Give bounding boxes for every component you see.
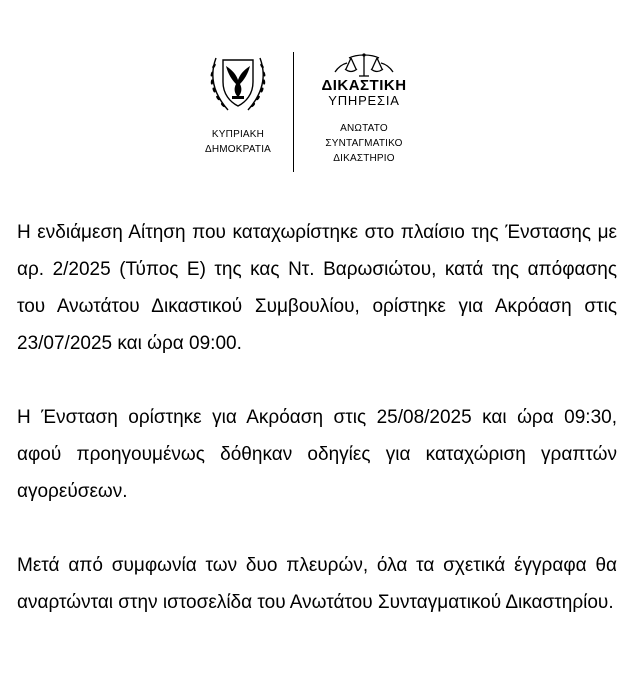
- document-header: [0, 0, 628, 190]
- court-logo-subtitle: ΥΠΗΡΕΣΙΑ: [328, 93, 400, 108]
- paragraph-hearing-date: Η Ένσταση ορίστηκε για Ακρόαση στις 25/08/2025 και ώρα 09:30, αφού προηγουμένως δόθηκαν οδηγίες για καταχώριση γραπτών αγορεύσεων.: [17, 407, 617, 502]
- header-divider: [293, 52, 294, 172]
- announcement-body: [17, 214, 617, 621]
- court-logo-title: ΔΙΚΑΣΤΙΚΗ: [321, 77, 407, 94]
- republic-block: [196, 52, 280, 157]
- republic-caption-line2: ΔΗΜΟΚΡΑΤΙΑ: [204, 144, 272, 155]
- paragraph-documents-notice: Μετά από συμφωνία των δυο πλευρών, όλα τα σχετικά έγγραφα θα αναρτώνται στην ιστοσελίδα του Ανωτάτου Συνταγματικού Δικαστηρίου.: [17, 555, 617, 613]
- court-block: [312, 52, 416, 166]
- court-caption-line2: ΣΥΝΤΑΓΜΑΤΙΚΟ: [325, 138, 403, 149]
- court-caption-line1: ΑΝΩΤΑΤΟ: [340, 123, 388, 134]
- court-caption: [312, 121, 416, 166]
- republic-caption: [196, 127, 280, 157]
- cyprus-coat-of-arms-icon: [206, 52, 270, 116]
- republic-caption-line1: ΚΥΠΡΙΑΚΗ: [211, 129, 265, 140]
- paragraph-interim-application: Η ενδιάμεση Αίτηση που καταχωρίστηκε στο πλαίσιο της Ένστασης με αρ. 2/2025 (Τύπος Ε) της κας Ντ. Βαρωσιώτου, κατά της απόφασης του Ανωτάτου Δικαστικού Συμβουλίου, ορίστηκε για Ακρόαση στις 23/07/2025 και ώρα 09:00.: [17, 222, 617, 354]
- court-caption-line3: ΔΙΚΑΣΤΗΡΙΟ: [333, 153, 395, 164]
- scales-of-justice-icon: [319, 52, 409, 78]
